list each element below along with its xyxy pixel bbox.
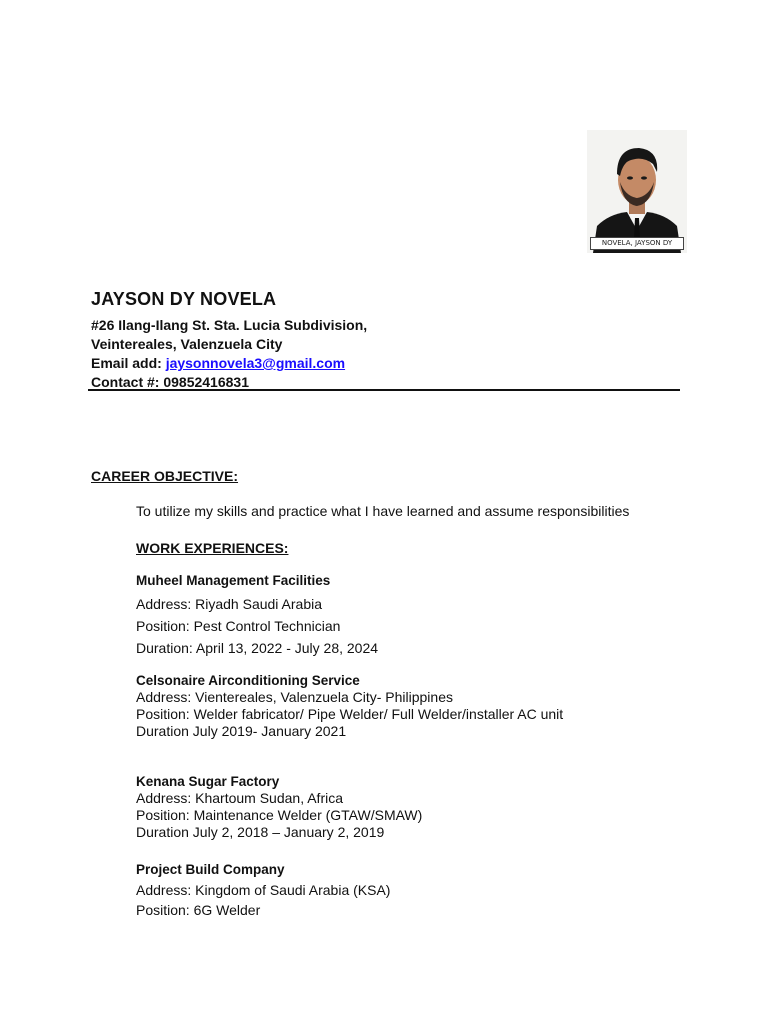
work-experiences-heading: WORK EXPERIENCES: <box>136 540 289 556</box>
job-entry <box>136 572 696 659</box>
job-entry <box>136 773 696 841</box>
job-duration: Duration July 2, 2018 – January 2, 2019 <box>136 824 385 840</box>
job-company: Kenana Sugar Factory <box>136 774 280 789</box>
job-address: Address: Vientereales, Valenzuela City- Philippines <box>136 689 453 705</box>
job-position: Position: Pest Control Technician <box>136 618 341 634</box>
email-link[interactable]: jaysonnovela3@gmail.com <box>165 355 346 371</box>
job-entry <box>136 861 696 920</box>
job-position: Position: 6G Welder <box>136 902 261 918</box>
job-position: Position: Welder fabricator/ Pipe Welder/ Full Welder/installer AC unit <box>136 706 564 722</box>
job-company: Muheel Management Facilities <box>136 573 331 588</box>
job-address: Address: Riyadh Saudi Arabia <box>136 596 322 612</box>
photo-caption: NOVELA, JAYSON DY <box>590 237 684 250</box>
job-address: Address: Khartoum Sudan, Africa <box>136 790 343 806</box>
address-line-2: Veintereales, Valenzuela City <box>91 336 283 352</box>
full-name: JAYSON DY NOVELA <box>91 289 277 309</box>
career-objective-text: To utilize my skills and practice what I have learned and assume responsibilities <box>136 503 630 519</box>
job-entry <box>136 672 696 740</box>
contact-label: Contact #: <box>91 374 164 390</box>
job-company: Project Build Company <box>136 862 285 877</box>
portrait-illustration <box>587 130 687 253</box>
header-divider <box>88 389 680 391</box>
email-line <box>91 354 345 372</box>
job-position: Position: Maintenance Welder (GTAW/SMAW) <box>136 807 423 823</box>
address-line-1: #26 Ilang-Ilang St. Sta. Lucia Subdivision, <box>91 317 368 333</box>
career-objective-heading: CAREER OBJECTIVE: <box>91 468 239 484</box>
job-duration: Duration July 2019- January 2021 <box>136 723 347 739</box>
job-duration: Duration: April 13, 2022 - July 28, 2024 <box>136 640 379 656</box>
job-company: Celsonaire Airconditioning Service <box>136 673 360 688</box>
job-address: Address: Kingdom of Saudi Arabia (KSA) <box>136 882 391 898</box>
profile-photo <box>587 130 687 253</box>
contact-number: 09852416831 <box>163 374 249 390</box>
email-label: Email add: <box>91 355 166 371</box>
